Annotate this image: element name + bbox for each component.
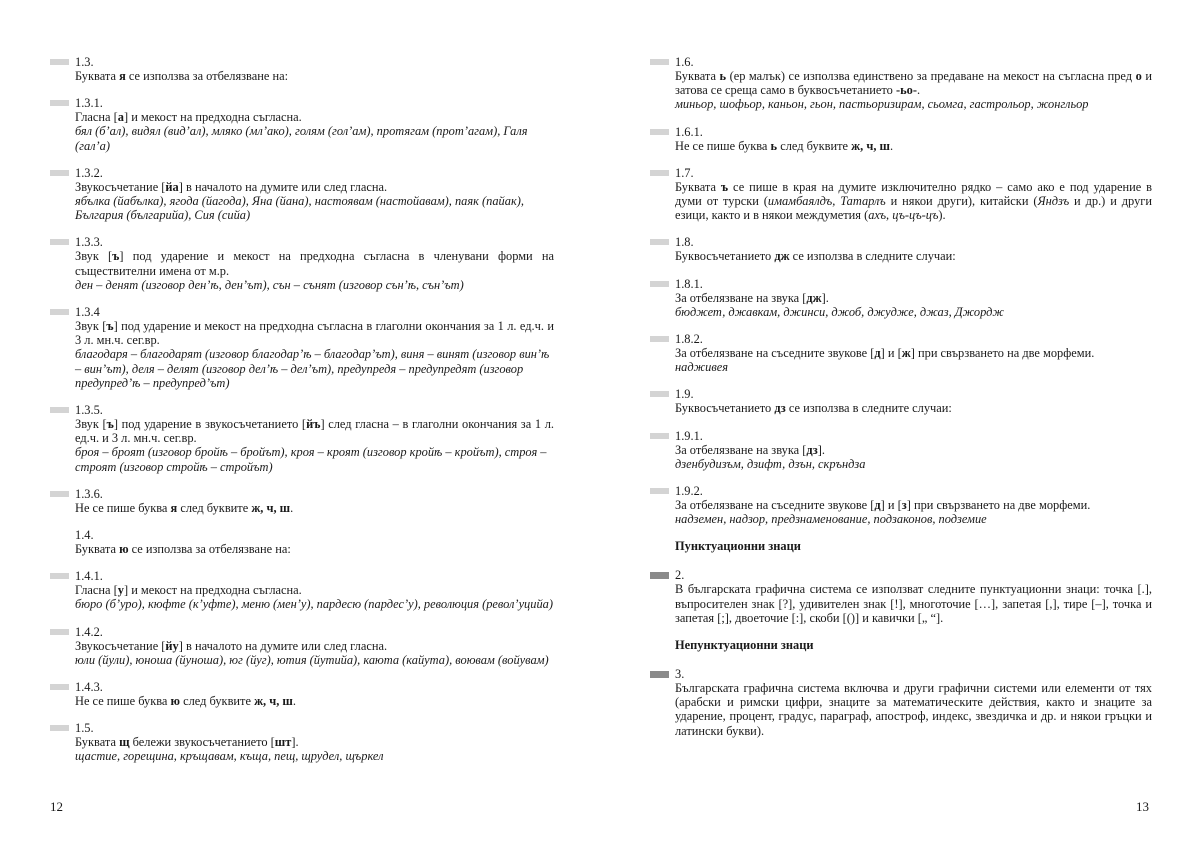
rule-examples: ябълка (йабълка), ягода (йагода), Яна (йана), настоявам (настойавам), паяк (пайак), България (българийа), Сия (сийа) bbox=[75, 194, 524, 223]
section-heading: Пунктуационни знаци bbox=[675, 539, 801, 554]
left-page bbox=[50, 55, 554, 777]
section-marker-bar bbox=[50, 309, 69, 315]
rule-text bbox=[50, 501, 554, 515]
text-run: йу bbox=[165, 638, 179, 653]
rule-text bbox=[50, 319, 554, 347]
rule-examples: бюро (б’уро), кюфте (к’уфте), меню (мен’у), пардесю (пардес’у), революция (револ’уцийа) bbox=[75, 597, 553, 612]
text-run: -ьо- bbox=[895, 83, 917, 98]
rule-examples: бюджет, джавкам, джинси, джоб, джудже, джаз, Джордж bbox=[675, 304, 1004, 319]
rule-examples: ден – денят (изговор ден’ѣ, ден’ът), сън – сънят (изговор сън’ѣ, сън’ът) bbox=[75, 277, 464, 292]
section-marker-bar bbox=[650, 170, 669, 176]
section-heading: Непунктуационни знаци bbox=[675, 638, 814, 653]
rule-number-row bbox=[650, 332, 1152, 346]
section-marker-bar bbox=[50, 629, 69, 635]
rule-number: 1.9. bbox=[675, 387, 694, 402]
text-run: Буквата bbox=[675, 179, 721, 194]
text-run: ] под ударение и мекост на предходна съгласна в членувани форми на съществителни имена от м.р. bbox=[75, 249, 554, 278]
rule-entry bbox=[650, 484, 1152, 526]
rule-text bbox=[650, 346, 1152, 360]
text-run: у bbox=[117, 583, 124, 598]
rule-number-row bbox=[650, 484, 1152, 498]
rule-entry bbox=[650, 125, 1152, 153]
text-run: ]. bbox=[291, 735, 299, 750]
text-run: след буквите bbox=[180, 694, 255, 709]
text-run: Буквосъчетанието bbox=[675, 401, 775, 416]
text-run: д bbox=[874, 498, 881, 513]
text-run: йа bbox=[165, 179, 179, 194]
text-run: . bbox=[292, 694, 296, 709]
rule-text bbox=[50, 542, 554, 556]
text-run: ь bbox=[770, 138, 778, 153]
text-run: ] при свързването на две морфеми. bbox=[906, 498, 1091, 513]
text-run: ] и [ bbox=[880, 346, 902, 361]
text-run: За отбелязване на съседните звукове [ bbox=[675, 346, 875, 361]
rule-entry bbox=[650, 429, 1152, 471]
rule-number: 1.4.3. bbox=[75, 679, 103, 694]
rule-number: 1.4. bbox=[75, 527, 94, 542]
rule-number: 1.3.6. bbox=[75, 486, 103, 501]
rule-text bbox=[650, 69, 1152, 97]
rule-entry bbox=[650, 55, 1152, 112]
rule-number-row bbox=[50, 403, 554, 417]
text-run: Буквата bbox=[675, 69, 720, 83]
rule-number: 1.8.2. bbox=[675, 331, 703, 346]
rule-number-row bbox=[650, 667, 1152, 681]
rule-number-row bbox=[50, 721, 554, 735]
rule-text bbox=[50, 639, 554, 653]
rule-number: 1.3. bbox=[75, 54, 94, 69]
rule-examples: бял (б’ал), видял (вид’ал), мляко (мл’ако), голям (гол’ам), протягам (прот’агам), Галя (гал’а) bbox=[75, 124, 528, 153]
text-run: ). bbox=[938, 208, 946, 223]
section-marker-bar bbox=[650, 572, 669, 579]
rule-entry bbox=[50, 166, 554, 223]
rule-entry bbox=[50, 96, 554, 153]
rule-number: 1.3.3. bbox=[75, 235, 103, 250]
text-run: се използва за отбелязване на: bbox=[128, 542, 291, 557]
rule-entry bbox=[650, 667, 1152, 738]
text-run: Звук [ bbox=[75, 417, 107, 432]
text-run: ] под ударение и мекост на предходна съгласна в глаголни окончания за 1 л. ед.ч. и 3 л. мн.ч. сег.вр. bbox=[75, 319, 554, 348]
text-run: ъ bbox=[112, 249, 120, 264]
text-run: ь bbox=[719, 69, 727, 83]
text-run: ] след гласна – в глаголни окончания за 1 л. ед.ч. и 3 л. мн.ч. сег.вр. bbox=[75, 417, 554, 446]
rule-text bbox=[50, 110, 554, 124]
rule-number: 2. bbox=[675, 568, 685, 583]
rule-examples: дзенбудизъм, дзифт, дзън, скръндза bbox=[675, 456, 866, 471]
text-run: (ер малък) се използва единствено за предаване на мекост на съгласна пред bbox=[726, 69, 1136, 83]
text-run: я bbox=[170, 500, 178, 515]
section-marker-bar bbox=[50, 491, 69, 497]
rule-number: 1.3.5. bbox=[75, 402, 103, 417]
text-run: я bbox=[119, 69, 126, 83]
rule-number-row bbox=[50, 528, 554, 542]
rule-entry bbox=[650, 332, 1152, 374]
rule-text bbox=[650, 401, 1152, 415]
text-run: Не се пише буква bbox=[75, 500, 171, 515]
text-run: дж bbox=[806, 290, 822, 305]
text-run: ]. bbox=[817, 442, 826, 457]
rule-text bbox=[650, 291, 1152, 305]
text-run: ] в началото на думите или след гласна. bbox=[178, 638, 388, 653]
section-marker-bar bbox=[650, 59, 669, 65]
rule-number: 1.4.2. bbox=[75, 624, 103, 639]
text-run: се използва в следните случаи: bbox=[789, 249, 956, 264]
rule-text bbox=[50, 735, 554, 749]
text-run: ] в началото на думите или след гласна. bbox=[178, 179, 388, 194]
rule-number: 1.8. bbox=[675, 235, 694, 250]
text-run: За отбелязване на съседните звукове [ bbox=[675, 498, 875, 513]
text-run: йъ bbox=[306, 417, 321, 432]
page-number-left: 12 bbox=[50, 799, 63, 814]
rule-number: 1.8.1. bbox=[675, 276, 703, 291]
text-run: д bbox=[874, 346, 881, 361]
rule-text bbox=[650, 443, 1152, 457]
text-run: бележи звукосъчетанието [ bbox=[129, 735, 275, 750]
text-run: . bbox=[889, 138, 894, 153]
text-run: ахъ, цъ-цъ-цъ bbox=[868, 208, 939, 223]
rule-number-row bbox=[50, 305, 554, 319]
text-run: Буквата bbox=[75, 735, 120, 750]
text-run: За отбелязване на звука [ bbox=[675, 290, 807, 305]
rule-number-row bbox=[50, 96, 554, 110]
rule-number: 1.4.1. bbox=[75, 569, 103, 584]
rule-number: 1.5. bbox=[75, 721, 94, 736]
text-run: ъ bbox=[106, 319, 114, 334]
text-run: дз bbox=[806, 442, 818, 457]
rule-entry bbox=[650, 387, 1152, 415]
text-run: ж, ч, ш bbox=[254, 694, 293, 709]
rule-number: 1.6.1. bbox=[675, 124, 703, 139]
text-run: о bbox=[1135, 69, 1142, 83]
section-marker-bar bbox=[650, 671, 669, 678]
rule-text bbox=[650, 249, 1152, 263]
rule-text bbox=[650, 139, 1152, 153]
rule-number-row bbox=[50, 680, 554, 694]
text-run: ] и мекост на предходна съгласна. bbox=[123, 110, 302, 125]
text-run: и затова се среща само в буквосъчетанието bbox=[675, 69, 1152, 98]
text-run: ж, ч, ш bbox=[251, 500, 291, 515]
text-run: шт bbox=[274, 735, 292, 750]
rule-text bbox=[650, 498, 1152, 512]
rule-number: 1.7. bbox=[675, 165, 694, 180]
rule-entry bbox=[50, 403, 554, 474]
section-marker-bar bbox=[50, 407, 69, 413]
rule-examples: юли (йули), юноша (йуноша), юг (йуг), ютия (йутийа), каюта (кайута), воювам (войувам) bbox=[75, 652, 549, 667]
text-run: Буквата bbox=[75, 69, 120, 83]
rule-number: 1.3.4 bbox=[75, 304, 100, 319]
rule-text bbox=[50, 694, 554, 708]
rule-entry bbox=[50, 680, 554, 708]
section-marker-bar bbox=[50, 59, 69, 65]
text-run: и др.) и други езици, както и в някои междуметия ( bbox=[675, 194, 1152, 223]
rule-entry bbox=[50, 487, 554, 515]
rule-text bbox=[50, 69, 554, 83]
text-run: Не се пише буква bbox=[675, 138, 771, 153]
text-run: дз bbox=[774, 401, 786, 416]
rule-entry bbox=[650, 235, 1152, 263]
rule-number-row bbox=[650, 235, 1152, 249]
text-run: ю bbox=[119, 542, 129, 557]
rule-entry bbox=[50, 528, 554, 556]
rule-number-row bbox=[650, 277, 1152, 291]
text-run: Звукосъчетание [ bbox=[75, 179, 166, 194]
rule-text bbox=[50, 249, 554, 277]
rule-text bbox=[50, 180, 554, 194]
section-marker-bar bbox=[650, 239, 669, 245]
rule-text bbox=[50, 417, 554, 445]
text-run: ] под ударение в звукосъчетанието [ bbox=[113, 417, 307, 432]
text-run: Гласна [ bbox=[75, 583, 118, 598]
rule-examples: щастие, горещина, кръщавам, къща, пещ, щрудел, щъркел bbox=[75, 749, 384, 764]
text-run: ж bbox=[901, 346, 911, 361]
section-marker-bar bbox=[50, 725, 69, 731]
rule-number: 1.3.2. bbox=[75, 165, 103, 180]
text-run: ] при свързването на две морфеми. bbox=[910, 346, 1095, 361]
rule-number: 3. bbox=[675, 666, 685, 681]
page-number-right: 13 bbox=[1136, 799, 1149, 814]
text-run: щ bbox=[119, 735, 130, 750]
rule-text bbox=[650, 180, 1152, 223]
text-run: ъ bbox=[720, 179, 729, 194]
text-run: имамбаялдъ, Татарлъ bbox=[767, 194, 886, 209]
rule-text bbox=[650, 681, 1152, 738]
rule-number-row bbox=[650, 429, 1152, 443]
rule-examples: благодаря – благодарят (изговор благодар’ѣ – благодар’ът), виня – винят (изговор вин’ѣ – вин’ът), деля – делят (изговор дел’ѣ – дел’ът), предупредя – предупредят (изговор предупред’ѣ – предупред’ът) bbox=[75, 347, 550, 390]
section-marker-bar bbox=[650, 336, 669, 342]
rule-number: 1.9.2. bbox=[675, 483, 703, 498]
text-run: Гласна [ bbox=[75, 110, 118, 125]
rule-examples: миньор, шофьор, каньон, гьон, пастьоризирам, сьомга, гастрольор, жонгльор bbox=[675, 97, 1089, 112]
section-marker-bar bbox=[50, 239, 69, 245]
text-run: Звукосъчетание [ bbox=[75, 638, 166, 653]
rule-number: 1.3.1. bbox=[75, 96, 103, 111]
section-marker-bar bbox=[50, 573, 69, 579]
section-marker-bar bbox=[50, 170, 69, 176]
text-run: За отбелязване на звука [ bbox=[675, 442, 807, 457]
rule-number-row bbox=[50, 625, 554, 639]
text-run: ъ bbox=[106, 417, 114, 432]
section-marker-bar bbox=[650, 433, 669, 439]
section-marker-bar bbox=[50, 684, 69, 690]
text-run: след буквите bbox=[177, 500, 252, 515]
rule-entry bbox=[50, 305, 554, 390]
rule-number-row bbox=[50, 569, 554, 583]
text-run: Не се пише буква bbox=[75, 694, 171, 709]
text-run: дж bbox=[774, 249, 790, 264]
text-run: Буквосъчетанието bbox=[675, 249, 775, 264]
section-marker-bar bbox=[650, 488, 669, 494]
right-page bbox=[650, 55, 1152, 751]
text-run: . bbox=[916, 83, 921, 98]
rule-number-row bbox=[650, 387, 1152, 401]
text-run: Буквата bbox=[75, 542, 120, 557]
rule-entry bbox=[650, 277, 1152, 319]
rule-examples: надживея bbox=[675, 360, 728, 375]
rule-entry bbox=[650, 568, 1152, 625]
text-run: . bbox=[290, 500, 294, 515]
text-run: а bbox=[117, 110, 124, 125]
text-run: Звук [ bbox=[75, 249, 113, 264]
rule-number-row bbox=[50, 235, 554, 249]
rule-examples: надземен, надзор, предзнаменование, подзаконов, подземие bbox=[675, 512, 987, 527]
text-run: В българската графична система се използват следните пунктуационни знаци: точка [.], въпросителен знак [?], удивителен знак [!], многоточие […], запетая [,], тире [–], точка и запетая [;], двоеточие [:], скоби [()] и кавички [„ “]. bbox=[675, 582, 1152, 625]
text-run: ]. bbox=[821, 290, 829, 305]
rule-entry bbox=[50, 569, 554, 611]
rule-number-row bbox=[650, 166, 1152, 180]
rule-entry bbox=[50, 55, 554, 83]
text-run: Звук [ bbox=[75, 319, 107, 334]
section-marker-bar bbox=[650, 281, 669, 287]
text-run: се използва за отбелязване на: bbox=[125, 69, 289, 83]
text-run: се използва в следните случаи: bbox=[785, 401, 952, 416]
rule-number-row bbox=[650, 125, 1152, 139]
rule-entry bbox=[50, 235, 554, 292]
rule-number-row bbox=[50, 166, 554, 180]
text-run: ю bbox=[170, 694, 180, 709]
text-run: Българската графична система включва и други графични системи или елементи от тях (арабски и римски цифри, знаците за математическите действия, както и знаците за ударение, процент, градус, параграф, апостроф, индекс, звездичка и др. и някои гръцки и латински букви). bbox=[675, 681, 1152, 738]
rule-number-row bbox=[650, 55, 1152, 69]
text-run: ] и мекост на предходна съгласна. bbox=[123, 583, 302, 598]
text-run: ж, ч, ш bbox=[851, 138, 890, 153]
rule-entry bbox=[650, 166, 1152, 223]
text-run: се пише в края на думите изключително рядко – само ако е под ударение в думи от турски ( bbox=[675, 179, 1152, 209]
rule-entry bbox=[50, 721, 554, 763]
section-marker-bar bbox=[50, 100, 69, 106]
rule-entry bbox=[50, 625, 554, 667]
rule-text bbox=[50, 583, 554, 597]
section-marker-bar bbox=[650, 129, 669, 135]
text-run: и някои други), китайски ( bbox=[885, 194, 1038, 209]
rule-text bbox=[650, 582, 1152, 625]
section-marker-bar bbox=[650, 391, 669, 397]
text-run: Яндзъ bbox=[1037, 194, 1070, 209]
rule-number: 1.9.1. bbox=[675, 428, 703, 443]
text-run: след буквите bbox=[777, 138, 852, 153]
rule-number: 1.6. bbox=[675, 54, 694, 69]
rule-number-row bbox=[650, 568, 1152, 582]
text-run: ] и [ bbox=[880, 498, 902, 513]
rule-number-row bbox=[50, 487, 554, 501]
text-run: з bbox=[901, 498, 907, 513]
rule-examples: броя – броят (изговор бройѣ – бройът), кроя – кроят (изговор кройѣ – кройът), строя – строят (изговор стройѣ – стройът) bbox=[75, 445, 547, 474]
rule-number-row bbox=[50, 55, 554, 69]
